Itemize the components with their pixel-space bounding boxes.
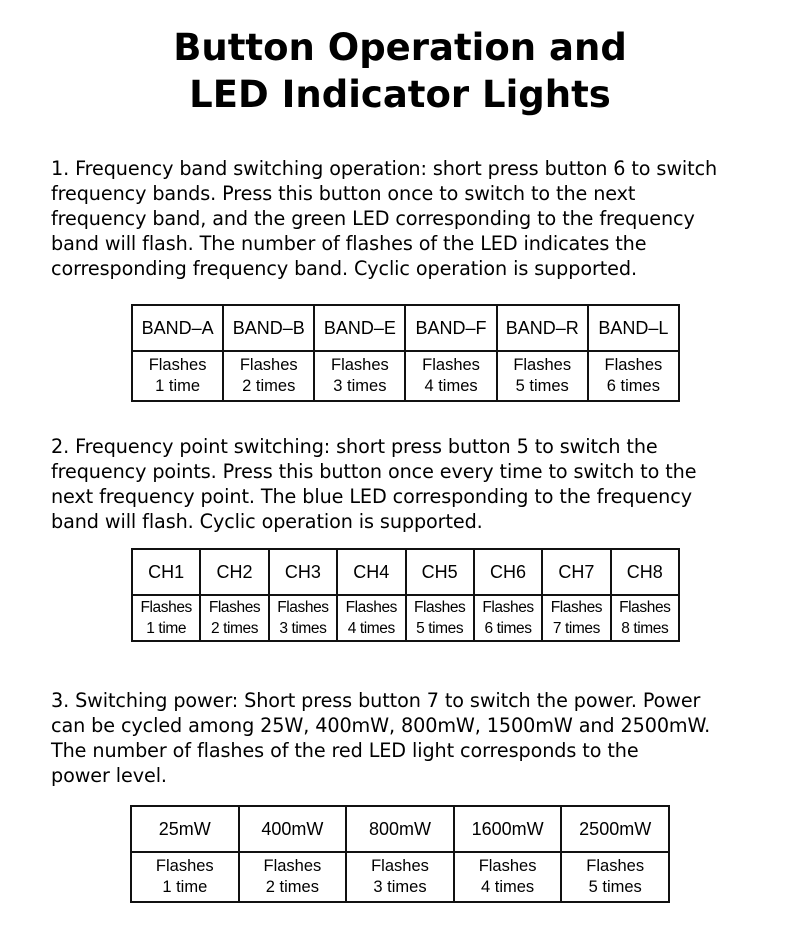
flash-count: 5 times — [416, 620, 464, 637]
flash-word: Flashes — [140, 599, 192, 616]
flash-count-cell — [405, 351, 496, 401]
flash-count: 8 times — [621, 620, 669, 637]
flash-count-cell — [239, 852, 347, 902]
flash-count: 4 times — [424, 377, 478, 395]
flash-word: Flashes — [482, 599, 534, 616]
band-header-cell: BAND–A — [132, 305, 223, 351]
title-line-1: Button Operation and — [173, 26, 627, 69]
band-header-cell: BAND–R — [497, 305, 588, 351]
flash-word: Flashes — [345, 599, 398, 616]
flash-count-cell — [611, 595, 679, 641]
section-3-line: The number of flashes of the red LED light corresponds to the — [51, 739, 639, 762]
power-header-cell: 25mW — [131, 806, 239, 852]
flash-word: Flashes — [331, 356, 389, 374]
power-header-cell: 400mW — [239, 806, 347, 852]
table-header-row — [132, 549, 679, 595]
flash-count: 4 times — [347, 620, 395, 637]
flash-count: 1 time — [155, 377, 201, 395]
flash-count-cell — [269, 595, 337, 641]
band-header-cell: BAND–B — [223, 305, 314, 351]
power-header-cell: 800mW — [346, 806, 454, 852]
power-flash-table — [130, 805, 670, 903]
section-3-text — [51, 688, 771, 788]
page-title — [0, 24, 800, 118]
flash-word: Flashes — [155, 857, 214, 875]
table-header-row — [131, 806, 669, 852]
channel-header-cell: CH5 — [406, 549, 474, 595]
channel-flash-table — [131, 548, 680, 642]
flash-count-cell — [200, 595, 268, 641]
flash-count-cell — [132, 351, 223, 401]
table-value-row — [132, 351, 679, 401]
band-header-cell: BAND–F — [405, 305, 496, 351]
flash-word: Flashes — [550, 599, 603, 616]
band-header-cell: BAND–E — [314, 305, 405, 351]
flash-count: 7 times — [552, 620, 601, 637]
band-flash-table — [131, 304, 680, 402]
channel-header-cell: CH4 — [337, 549, 405, 595]
flash-count-cell — [542, 595, 610, 641]
flash-count-cell — [497, 351, 588, 401]
channel-header-cell: CH2 — [200, 549, 268, 595]
section-1-line: frequency bands. Press this button once to switch to the next — [51, 182, 636, 205]
table-value-row — [132, 595, 679, 641]
flash-word: Flashes — [208, 599, 261, 616]
flash-count-cell — [131, 852, 239, 902]
flash-count: 5 times — [588, 878, 642, 896]
flash-word: Flashes — [422, 356, 480, 374]
title-line-2: LED Indicator Lights — [189, 73, 611, 116]
flash-count-cell — [223, 351, 314, 401]
flash-count-cell — [314, 351, 405, 401]
flash-word: Flashes — [478, 857, 537, 875]
flash-count: 6 times — [606, 377, 660, 395]
flash-word: Flashes — [371, 857, 429, 875]
flash-count: 1 time — [146, 620, 187, 637]
section-1-line: frequency band, and the green LED corresponding to the frequency — [51, 207, 695, 230]
flash-word: Flashes — [148, 356, 207, 374]
band-header-cell: BAND–L — [588, 305, 679, 351]
flash-count: 5 times — [515, 377, 569, 395]
flash-count: 2 times — [265, 878, 319, 896]
section-3-line: power level. — [51, 764, 167, 787]
section-1-line: band will flash. The number of flashes of the LED indicates the — [51, 232, 647, 255]
flash-count-cell — [337, 595, 405, 641]
flash-word: Flashes — [239, 356, 298, 374]
channel-header-cell: CH1 — [132, 549, 200, 595]
flash-word: Flashes — [513, 356, 572, 374]
channel-header-cell: CH7 — [542, 549, 610, 595]
section-1-line: corresponding frequency band. Cyclic operation is supported. — [51, 257, 637, 280]
flash-word: Flashes — [413, 599, 466, 616]
power-header-cell: 2500mW — [561, 806, 669, 852]
flash-word: Flashes — [277, 599, 329, 616]
section-3-line: can be cycled among 25W, 400mW, 800mW, 1500mW and 2500mW. — [51, 714, 711, 737]
flash-word: Flashes — [604, 356, 663, 374]
table-value-row — [131, 852, 669, 902]
flash-count-cell — [474, 595, 542, 641]
flash-word: Flashes — [586, 857, 645, 875]
flash-count-cell — [561, 852, 669, 902]
flash-count: 2 times — [242, 377, 296, 395]
flash-count-cell — [454, 852, 562, 902]
flash-count: 6 times — [484, 620, 532, 637]
flash-count-cell — [406, 595, 474, 641]
flash-word: Flashes — [619, 599, 671, 616]
power-header-cell: 1600mW — [454, 806, 562, 852]
flash-count: 3 times — [373, 878, 427, 896]
section-2-line: next frequency point. The blue LED corresponding to the frequency — [51, 485, 692, 508]
channel-header-cell: CH6 — [474, 549, 542, 595]
flash-count: 3 times — [279, 620, 327, 637]
section-1-line: 1. Frequency band switching operation: short press button 6 to switch — [51, 157, 718, 180]
section-3-line: 3. Switching power: Short press button 7 to switch the power. Power — [51, 689, 701, 712]
section-2-line: 2. Frequency point switching: short press button 5 to switch the — [51, 435, 658, 458]
channel-header-cell: CH8 — [611, 549, 679, 595]
flash-count: 4 times — [480, 878, 535, 896]
section-1-text — [51, 156, 771, 281]
flash-count-cell — [132, 595, 200, 641]
flash-count-cell — [588, 351, 679, 401]
section-2-line: band will flash. Cyclic operation is supported. — [51, 510, 483, 533]
section-2-line: frequency points. Press this button once every time to switch to the — [51, 460, 697, 483]
table-header-row — [132, 305, 679, 351]
flash-count-cell — [346, 852, 454, 902]
flash-count: 2 times — [210, 620, 259, 637]
section-2-text — [51, 434, 771, 534]
flash-count: 1 time — [162, 878, 208, 896]
flash-count: 3 times — [333, 377, 387, 395]
channel-header-cell: CH3 — [269, 549, 337, 595]
flash-word: Flashes — [263, 857, 322, 875]
